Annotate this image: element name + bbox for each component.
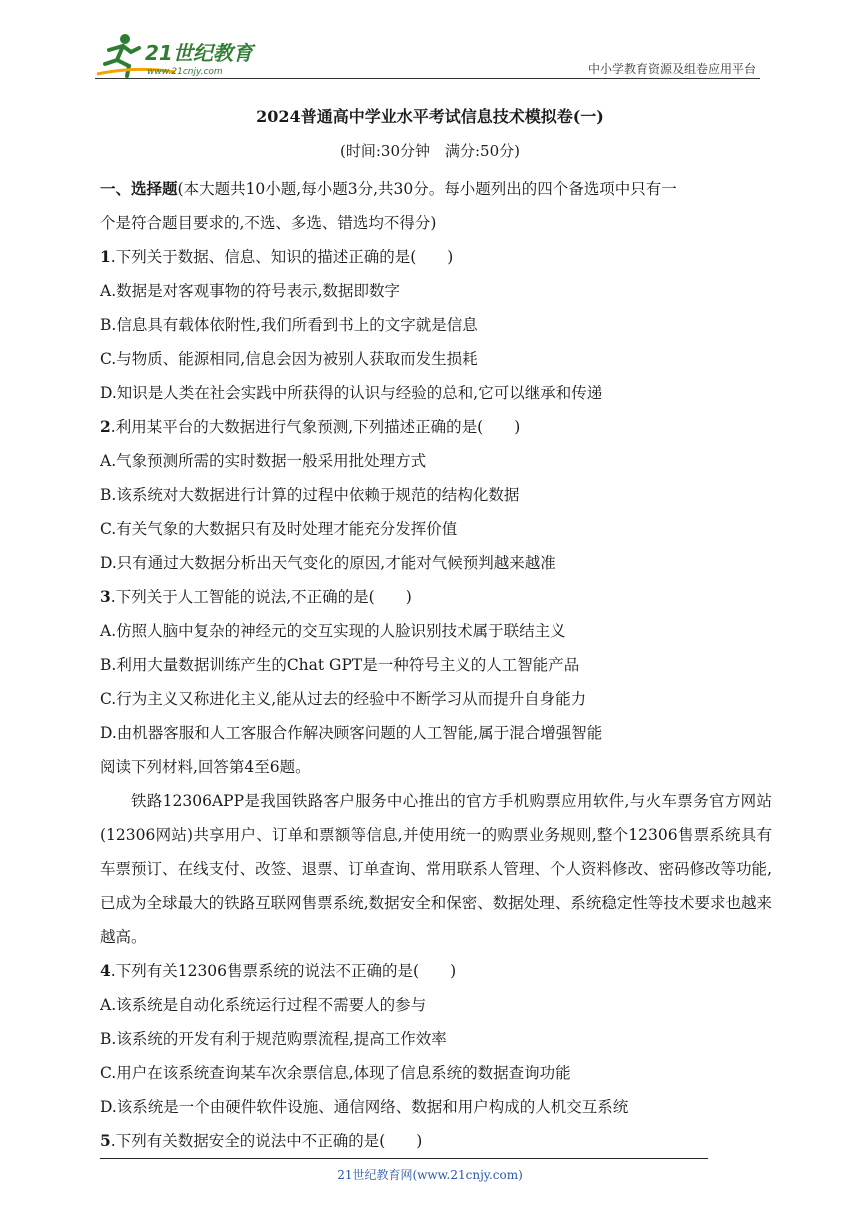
exam-title: 2024普通高中学业水平考试信息技术模拟卷(一) [256,107,604,126]
platform-name: 中小学教育资源及组卷应用平台 [587,62,756,76]
option-b: B.利用大量数据训练产生的Chat GPT是一种符号主义的人工智能产品 [100,656,580,674]
option-d: D.由机器客服和人工客服合作解决顾客问题的人工智能,属于混合增强智能 [100,724,603,742]
option-b: B.该系统的开发有利于规范购票流程,提高工作效率 [100,1030,447,1048]
option-d: D.只有通过大数据分析出天气变化的原因,才能对气候预判越来越准 [100,554,556,572]
material-intro: 阅读下列材料,回答第4至6题。 [100,758,311,776]
section-title: 一、选择题 [100,179,178,198]
question-text: .利用某平台的大数据进行气象预测,下列描述正确的是( ) [110,418,521,436]
option-c: C.与物质、能源相同,信息会因为被别人获取而发生损耗 [100,350,478,368]
section-heading [100,172,775,206]
question-number: 2 [100,417,111,436]
section-desc-cont: 个是符合题目要求的,不选、多选、错选均不得分) [100,214,437,232]
question-number: 4 [100,961,111,980]
exam-content [100,172,775,1158]
option-b: B.该系统对大数据进行计算的过程中依赖于规范的结构化数据 [100,486,520,504]
question-3-stem [100,580,775,614]
option-a: A.气象预测所需的实时数据一般采用批处理方式 [100,452,427,470]
option-c: C.行为主义又称进化主义,能从过去的经验中不断学习从而提升自身能力 [100,690,587,708]
question-number: 1 [100,247,111,266]
footer-divider [100,1158,708,1159]
question-4-stem [100,954,775,988]
question-text: .下列关于数据、信息、知识的描述正确的是( ) [110,248,454,266]
footer-link[interactable]: 21世纪教育网(www.21cnjy.com) [337,1168,523,1182]
option-c: C.有关气象的大数据只有及时处理才能充分发挥价值 [100,520,458,538]
question-text: .下列有关12306售票系统的说法不正确的是( ) [110,962,457,980]
option-c: C.用户在该系统查询某车次余票信息,体现了信息系统的数据查询功能 [100,1064,571,1082]
option-b: B.信息具有载体依附性,我们所看到书上的文字就是信息 [100,316,478,334]
question-text: .下列有关数据安全的说法中不正确的是( ) [110,1132,423,1150]
material-text: 铁路12306APP是我国铁路客户服务中心推出的官方手机购票应用软件,与火车票务官方网站(12306网站)共享用户、订单和票额等信息,并使用统一的购票业务规则,整个12306售票系统具有车票预订、在线支付、改签、退票、订单查询、常用联系人管理、个人资料修改、密码修改等功能,已成为全球最大的铁路互联网售票系统,数据安全和保密、数据处理、系统稳定性等技术要求也越来越高。 [100,792,772,946]
logo-url: www.21cnjy.com [147,67,223,77]
option-a: A.该系统是自动化系统运行过程不需要人的参与 [100,996,427,1014]
page-header [95,30,760,80]
question-5-stem [100,1124,775,1158]
question-2-stem [100,410,775,444]
logo-text: 21世纪教育 [145,41,253,65]
question-number: 3 [100,587,111,606]
question-text: .下列关于人工智能的说法,不正确的是( ) [110,588,412,606]
logo [95,30,265,78]
option-a: A.数据是对客观事物的符号表示,数据即数字 [100,282,401,300]
exam-subtitle: (时间:30分钟 满分:50分) [340,142,520,160]
question-1-stem [100,240,775,274]
option-d: D.知识是人类在社会实践中所获得的认识与经验的总和,它可以继承和传递 [100,384,603,402]
header-divider [95,78,760,79]
section-desc: (本大题共10小题,每小题3分,共30分。每小题列出的四个备选项中只有一 [177,180,677,198]
option-a: A.仿照人脑中复杂的神经元的交互实现的人脸识别技术属于联结主义 [100,622,566,640]
question-number: 5 [100,1131,111,1150]
option-d: D.该系统是一个由硬件软件设施、通信网络、数据和用户构成的人机交互系统 [100,1098,629,1116]
